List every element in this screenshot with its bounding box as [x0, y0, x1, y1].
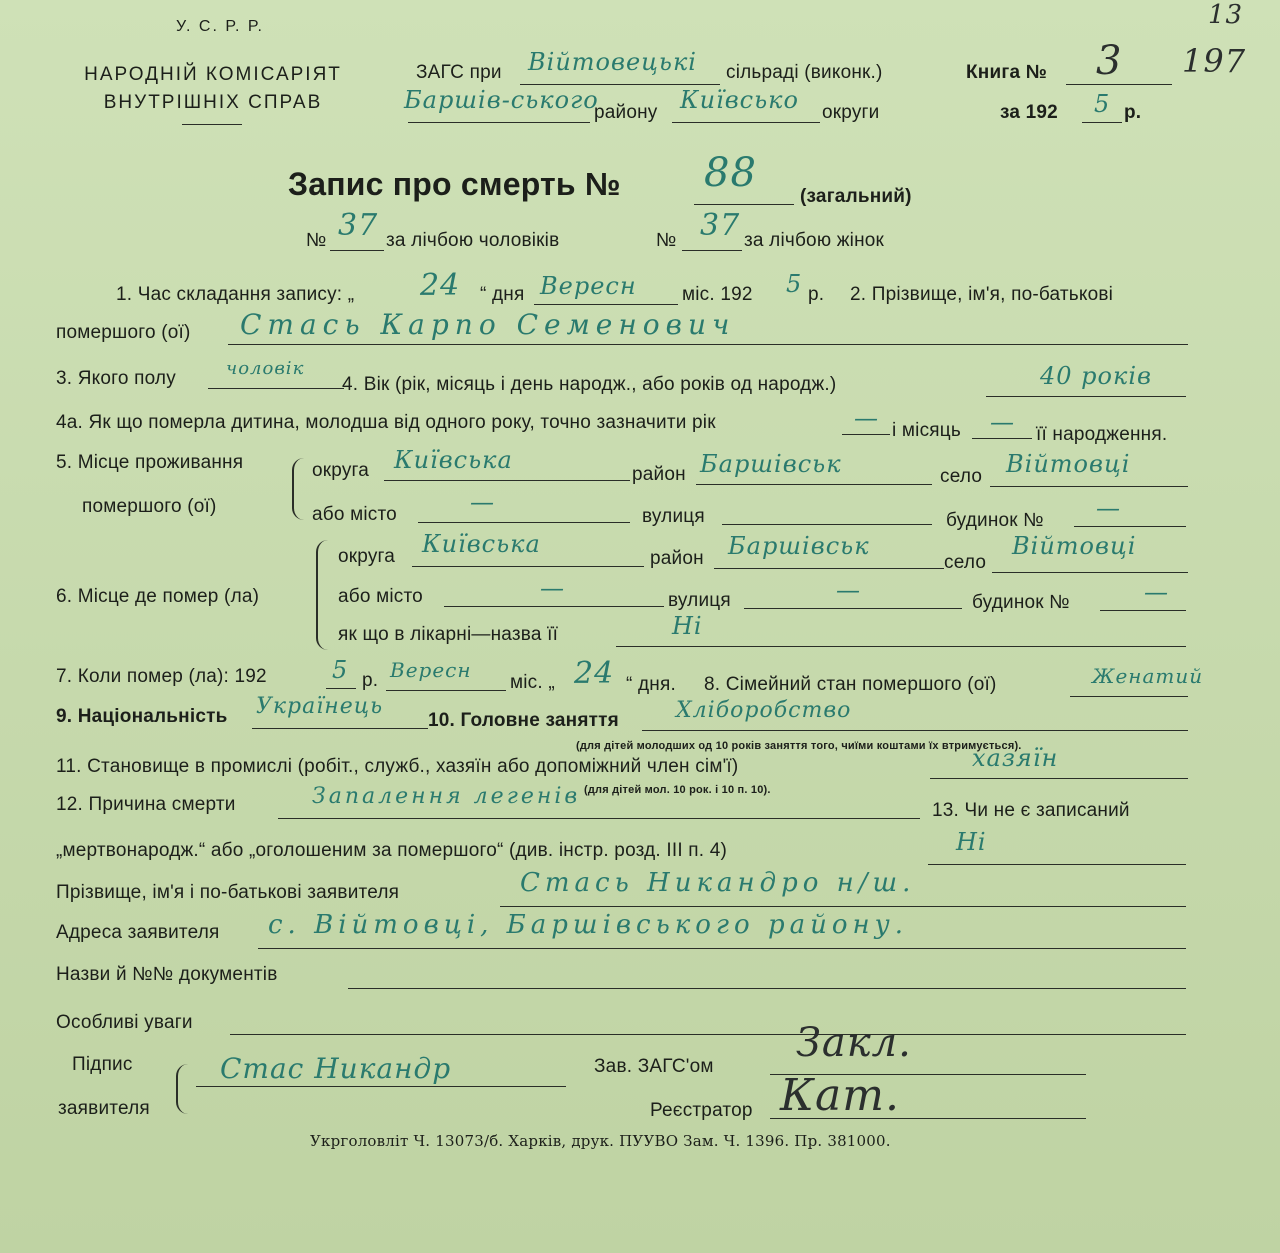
f2-underline [228, 344, 1188, 345]
f5-bud-label: будинок № [946, 510, 1044, 531]
f7-year-suffix: р. [362, 670, 379, 691]
women-no-underline [682, 250, 742, 251]
f5-okruha-underline [384, 480, 630, 481]
zags-underline [520, 84, 720, 85]
f6-raion: Баршівськ [728, 532, 870, 560]
f6-misto: — [540, 574, 565, 602]
year-label: за 192 [1000, 102, 1058, 123]
f12-value: Запалення легенів [312, 784, 581, 809]
f2-value: Стась Карпо Семенович [240, 308, 736, 341]
f4-label: 4. Вік (рік, місяць і день народж., або років од народж.) [342, 374, 837, 395]
docs-underline [348, 988, 1186, 989]
signature-brace [176, 1064, 188, 1114]
f11-underline [930, 778, 1188, 779]
okruha-underline [672, 122, 820, 123]
f6-okruha-underline [412, 566, 644, 567]
f7-day-suffix: “ дня. [626, 674, 676, 695]
f10-label: 10. Головне заняття [428, 710, 619, 731]
f5-vul-label: вулиця [642, 506, 705, 527]
f5-bud-underline [1074, 526, 1186, 527]
record-title: Запис про смерть № [288, 166, 621, 202]
f4-value: 40 років [1040, 362, 1152, 390]
f5-okruha: Київська [394, 446, 513, 474]
registrar-signature: Кат. [780, 1070, 900, 1121]
f1-year-suffix: р. [808, 284, 825, 305]
applicant-name-label: Прізвище, ім'я і по-батькові заявителя [56, 882, 400, 903]
f6-raion-underline [714, 568, 944, 569]
women-no-value: 37 [700, 208, 741, 243]
applicant-name-underline [500, 906, 1186, 907]
docs-label: Назви й №№ документів [56, 964, 278, 985]
f6-misto-label: або місто [338, 586, 423, 607]
women-no-label: № [656, 230, 677, 251]
book-label: Книга № [966, 62, 1048, 83]
year-underline [1082, 122, 1122, 123]
commissariat-line-1: НАРОДНІЙ КОМІСАРІЯТ [84, 64, 342, 85]
f11-label: 11. Становище в промислі (робіт., служб., хазяїн або допоміжний член сім'ї) [56, 756, 739, 777]
notes-label: Особливі уваги [56, 1012, 193, 1033]
f7-month-underline [386, 690, 506, 691]
f7-year: 5 [332, 656, 349, 684]
record-general-label: (загальний) [800, 186, 912, 207]
applicant-name: Стась Никандро н/ш. [520, 868, 916, 898]
head-label: Зав. ЗАГС'ом [594, 1056, 714, 1077]
f6-selo-label: село [944, 552, 987, 573]
f12-label: 12. Причина смерти [56, 794, 236, 815]
applicant-addr-underline [258, 948, 1186, 949]
raion-value: Баршів-ського [404, 86, 599, 114]
f9-underline [252, 728, 428, 729]
f6-vul-underline [744, 608, 962, 609]
applicant-sig-label-2: заявителя [58, 1098, 150, 1119]
f1-month-suffix: міс. 192 [682, 284, 753, 305]
book-underline [1066, 84, 1172, 85]
f7-month-suffix: міс. „ [510, 672, 555, 693]
f5-bud: — [1096, 494, 1121, 522]
zags-value: Війтовецькі [528, 48, 697, 76]
f6-hosp-underline [616, 646, 1186, 647]
men-label: за лічбою чоловіків [386, 230, 560, 251]
f6-selo: Війтовці [1012, 532, 1137, 560]
notes-underline [230, 1034, 1186, 1035]
f6-bud-underline [1100, 610, 1186, 611]
f9-value: Українець [256, 694, 384, 719]
f7-year-underline [326, 688, 356, 689]
f5-misto-underline [418, 522, 630, 523]
record-number: 88 [704, 150, 757, 196]
registrar-label: Реєстратор [650, 1100, 753, 1121]
f5-raion-underline [696, 484, 932, 485]
f1-day-suffix: “ дня [480, 284, 525, 305]
f6-vul-label: вулиця [668, 590, 731, 611]
f10-underline [642, 730, 1188, 731]
f3-label: 3. Якого полу [56, 368, 176, 389]
f6-raion-label: район [650, 548, 704, 569]
f5-selo-underline [990, 486, 1188, 487]
men-no-underline [330, 250, 384, 251]
f5-vul-underline [722, 524, 932, 525]
f6-label: 6. Місце де помер (ла) [56, 586, 260, 607]
f13-underline [928, 864, 1186, 865]
f4a-month-underline [972, 438, 1032, 439]
f5-misto: — [470, 488, 495, 516]
f10-value: Хліборобство [676, 698, 852, 723]
f11-note: (для дітей мол. 10 рок. і 10 п. 10). [584, 784, 771, 796]
f10-note: (для дітей молодших од 10 років заняття того, чиїми коштами їх втримується). [576, 740, 1022, 752]
f8-underline [1070, 696, 1188, 697]
corner-note-top: 13 [1208, 0, 1244, 30]
f5-misto-label: або місто [312, 504, 397, 525]
f5-label-1: 5. Місце проживання [56, 452, 244, 473]
applicant-sig-underline [196, 1086, 566, 1087]
f1-day: 24 [420, 268, 461, 303]
f6-bud: — [1144, 578, 1169, 606]
f4a-month: — [990, 408, 1015, 436]
men-no-label: № [306, 230, 327, 251]
f13-label-2: „мертвонародж.“ або „оголошеним за помершого“ (див. інстр. розд. III п. 4) [56, 840, 728, 861]
f1-month-underline [534, 304, 678, 305]
header-divider [182, 124, 242, 125]
f13-value: Ні [956, 828, 987, 856]
corner-note: 197 [1182, 42, 1247, 80]
okruha-value: Київсько [680, 86, 799, 114]
commissariat-line-2: ВНУТРІШНІХ СПРАВ [103, 92, 323, 113]
f7-label: 7. Коли помер (ла): 192 [56, 666, 267, 687]
year-suffix: р. [1124, 102, 1142, 123]
f4a-label: 4а. Як що померла дитина, молодша від одного року, точно зазначити рік [56, 412, 716, 433]
f7-month: Вересн [390, 658, 472, 682]
applicant-sig-label-1: Підпис [72, 1054, 133, 1075]
f1-label: 1. Час складання запису: „ [116, 284, 355, 305]
applicant-signature: Стас Никандр [220, 1052, 452, 1085]
f6-misto-underline [444, 606, 664, 607]
applicant-addr-label: Адреса заявителя [56, 922, 220, 943]
zags-label: ЗАГС при [416, 62, 502, 83]
f2-label-2: помершого (ої) [56, 322, 191, 343]
f4-underline [986, 396, 1186, 397]
f4a-year-underline [842, 434, 890, 435]
head-signature: Закл. [796, 1020, 912, 1066]
f4a-mid: і місяць [892, 420, 961, 441]
f7-day: 24 [574, 656, 615, 691]
f6-selo-underline [992, 572, 1188, 573]
f5-selo-label: село [940, 466, 983, 487]
f4a-end: її народження. [1036, 424, 1168, 445]
f2-label: 2. Прізвище, ім'я, по-батькові [850, 284, 1114, 305]
f5-okruha-label: округа [312, 460, 370, 481]
f6-okruha: Київська [422, 530, 541, 558]
f6-okruha-label: округа [338, 546, 396, 567]
women-label: за лічбою жінок [744, 230, 885, 251]
printer-imprint: Укрголовліт Ч. 13073/б. Харків, друк. ПУУВО Зам. Ч. 1396. Пр. 381000. [310, 1132, 891, 1150]
f3-underline [208, 388, 344, 389]
f5-selo: Війтовці [1006, 450, 1131, 478]
raion-underline [408, 122, 590, 123]
f5-label-2: помершого (ої) [82, 496, 217, 517]
f3-value: чоловік [226, 358, 305, 379]
f1-year: 5 [786, 270, 803, 298]
f5-raion: Баршівськ [700, 450, 842, 478]
f8-value: Женатий [1092, 664, 1204, 688]
f6-vul: — [836, 576, 861, 604]
raion-label: району [594, 102, 658, 123]
okruha-label: округи [822, 102, 880, 123]
f6-hosp-label: як що в лікарні—назва її [338, 624, 559, 645]
f9-label: 9. Національність [56, 706, 228, 727]
f8-label: 8. Сімейний стан помершого (ої) [704, 674, 997, 695]
silrada-label: сільраді (виконк.) [726, 62, 883, 83]
f5-raion-label: район [632, 464, 686, 485]
f1-month: Вересн [540, 272, 637, 300]
f12-underline [278, 818, 920, 819]
f11-value: хазяїн [972, 744, 1059, 772]
book-value: 3 [1096, 38, 1123, 84]
applicant-addr: с. Війтовці, Баршівського району. [268, 910, 908, 940]
f13-label: 13. Чи не є записаний [932, 800, 1130, 821]
f5-brace [292, 458, 304, 520]
republic-label: У. С. Р. Р. [175, 18, 264, 35]
f6-bud-label: будинок № [972, 592, 1070, 613]
men-no-value: 37 [338, 208, 379, 243]
f6-brace [316, 540, 328, 650]
f6-hosp: Ні [672, 612, 703, 640]
year-value: 5 [1094, 90, 1111, 118]
record-number-underline [694, 204, 794, 205]
f4a-year: — [854, 404, 879, 432]
